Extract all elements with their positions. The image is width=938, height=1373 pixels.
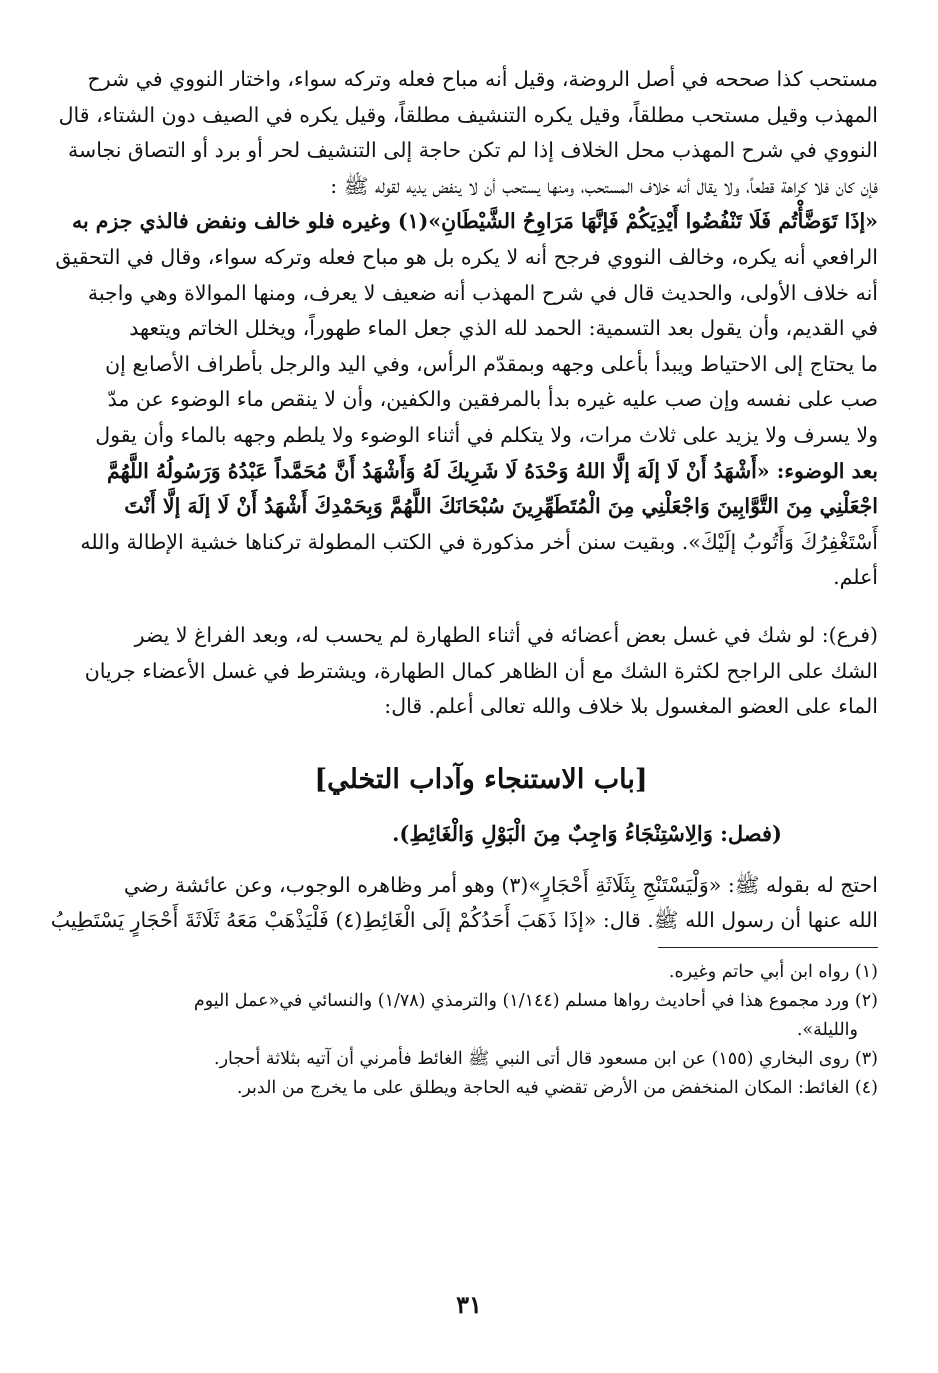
- section-heading: (فصل: وَالِاسْتِنْجَاءُ وَاجِبٌ مِنَ الْبَوْلِ وَالْغَائِطِ).: [392, 820, 782, 846]
- text-line: صب على نفسه وإن صب عليه غيره بدأ بالمرفقين والكفين، وأن لا ينقص ماء الوضوء عن مدّ: [107, 387, 878, 412]
- text-line-dua: اجْعَلْنِي مِنَ التَّوَّابِينَ وَاجْعَلْنِي مِنَ الْمُتَطَهِّرِينَ سُبْحَانَكَ اللَّهُمَّ وَبِحَمْدِكَ أَشْهَدُ أَنْ لَا إلَهَ إلَّا أَنْتَ: [124, 494, 878, 519]
- footnote-4: (٤) الغائط: المكان المنخفض من الأرض تقضي فيه الحاجة ويطلق على ما يخرج من الدبر.: [236, 1077, 878, 1098]
- text-line: أَسْتَغْفِرُكَ وَأَتُوبُ إلَيْكَ». وبقيت سنن أخر مذكورة في الكتب المطولة تركناها خشية الإطالة والله: [80, 529, 878, 554]
- text-line: الماء على العضو المغسول بلا خلاف والله تعالى أعلم. قال:: [384, 694, 878, 719]
- text-line: النووي في شرح المهذب محل الخلاف إذا لم تكن حاجة إلى التنشيف لحر أو برد أو التصاق نجاسة: [68, 138, 878, 163]
- footnote-3: (٣) روى البخاري (١٥٥) عن ابن مسعود قال أتى النبي ﷺ الغائط فأمرني أن آتيه بثلاثة أحجار.: [214, 1048, 878, 1069]
- footnote-separator: [658, 947, 878, 948]
- paragraph-far: [84, 618, 878, 725]
- paragraph-istinja: [50, 868, 878, 939]
- text-line: ما يحتاج إلى الاحتياط ويبدأ بأعلى وجهه وبمقدّم الرأس، وفي اليد والرجل بأطراف الأصابع إن: [105, 351, 878, 376]
- text-line: احتج له بقوله ﷺ: «وَلْيَسْتَنْجِ بِثَلَاثَةِ أَحْجَارٍ»(٣) وهو أمر وظاهره الوجوب، وعن عائشة رضي: [123, 872, 878, 897]
- footnote-2: (٢) ورد مجموع هذا في أحاديث رواها مسلم (١/١٤٤) والترمذي (١/٧٨) والنسائي في«عمل اليوم: [193, 990, 878, 1011]
- paragraph-wudu-sunan: [55, 62, 878, 596]
- text-line: أنه خلاف الأولى، والحديث قال في شرح المهذب أنه ضعيف لا يعرف، ومنها الموالاة وهي واجبة: [87, 280, 878, 305]
- text-line: (فرع): لو شك في غسل بعض أعضائه في أثناء الطهارة لم يحسب له، وبعد الفراغ لا يضر: [134, 622, 878, 647]
- footnote-1: (١) رواه ابن أبي حاتم وغيره.: [668, 961, 878, 982]
- text-line: المهذب وقيل مستحب مطلقاً، وقيل يكره التنشيف مطلقاً، وقيل يكره في الصيف دون الشتاء، قال: [58, 102, 878, 127]
- text-line: مستحب كذا صححه في أصل الروضة، وقيل أنه مباح فعله وتركه سواء، واختار النووي في شرح: [87, 67, 878, 91]
- footnotes: [84, 958, 878, 1103]
- text-line: أعلم.: [833, 565, 878, 590]
- text-line: ولا يسرف ولا يزيد على ثلاث مرات، ولا يتكلم في أثناء الوضوء ولا يلطم وجهه بالماء وأن يقول: [95, 422, 878, 447]
- chapter-title: [باب الاستنجاء وآداب التخلي]: [314, 763, 648, 795]
- text-line: في القديم، وأن يقول بعد التسمية: الحمد لله الذي جعل الماء طهوراً، ويخلل الخاتم ويتعهد: [129, 316, 878, 341]
- text-line: فإن كان فلا كراهة قطعاً، ولا يقال أنه خلاف المستحب، ومنها يستحب أن لا ينفض يديه لقوله ﷺ :: [330, 173, 878, 198]
- footnote-2-continued: والليلة».: [796, 1019, 858, 1040]
- text-line: الشك على الراجح لكثرة الشك مع أن الظاهر كمال الطهارة، ويشترط في غسل الأعضاء جريان: [84, 658, 878, 683]
- text-line: الرافعي أنه يكره، وخالف النووي فرجح أنه لا يكره بل هو مباح فعله وتركه سواء، وقال في التحقيق: [55, 244, 878, 269]
- book-page: [50, 62, 878, 1103]
- text-line-dua: بعد الوضوء: «أَشْهَدُ أَنْ لَا إلَهَ إلَّا اللهُ وَحْدَهُ لَا شَرِيكَ لَهُ وَأَشْهَدُ أَنَّ مُحَمَّداً عَبْدُهُ وَرَسُولُهُ اللَّهُمَّ: [106, 458, 878, 483]
- text-line: الله عنها أن رسول الله ﷺ. قال: «إذَا ذَهَبَ أَحَدُكُمْ إلَى الْغَائِطِ(٤) فَلْيَذْهَبْ مَعَهُ ثَلَاثَةَ أَحْجَارٍ يَسْتَطِيبُ: [50, 908, 878, 933]
- text-line-hadith: «إذَا تَوَضَّأْتُم فَلَا تَنْفُضُوا أَيْدِيَكُمْ فَإنَّهَا مَرَاوِحُ الشَّيْطَانِ»(١) وغيره فلو خالف ونفض فالذي جزم به: [71, 209, 878, 234]
- page-number: ٣١: [456, 1290, 482, 1319]
